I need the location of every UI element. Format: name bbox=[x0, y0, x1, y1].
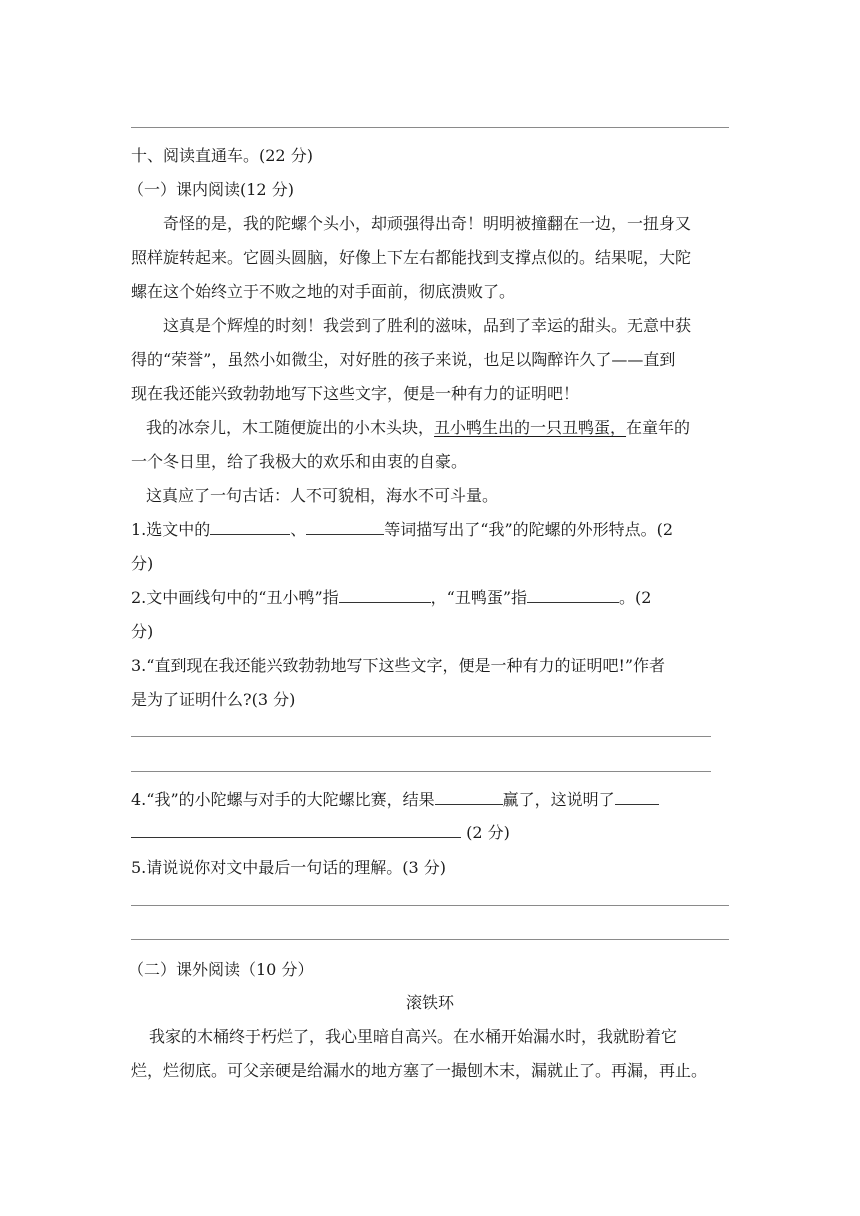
question-1-cont: 分) bbox=[131, 554, 154, 573]
question-1 bbox=[131, 520, 731, 540]
paragraph-line: 得的“荣誉”，虽然小如微尘，对好胜的孩子来说，也足以陶醉许久了——直到 bbox=[131, 350, 676, 369]
paragraph-line: 烂，烂彻底。可父亲硬是给漏水的地方塞了一撮刨木末，漏就止了。再漏，再止。 bbox=[131, 1061, 708, 1080]
question-4-cont bbox=[131, 823, 731, 843]
answer-line[interactable] bbox=[131, 771, 711, 772]
q2-sep: ，“丑鸭蛋”指 bbox=[430, 588, 528, 607]
q2-text-b: 。(2 bbox=[619, 588, 652, 607]
paragraph-line: 现在我还能兴致勃勃地写下这些文字，便是一种有力的证明吧！ bbox=[131, 384, 580, 403]
question-2 bbox=[131, 588, 731, 608]
paragraph-line: 螺在这个始终立于不败之地的对手面前，彻底溃败了。 bbox=[131, 282, 516, 301]
p3-pre: 我的冰奈儿，木工随便旋出的小木头块， bbox=[146, 418, 435, 437]
question-5: 5.请说说你对文中最后一句话的理解。(3 分) bbox=[131, 858, 447, 877]
paragraph-line-underlined bbox=[146, 418, 746, 438]
answer-line[interactable] bbox=[131, 736, 711, 737]
answer-blank[interactable] bbox=[210, 520, 290, 535]
paragraph-line: 我家的木桶终于朽烂了，我心里暗自高兴。在水桶开始漏水时，我就盼着它 bbox=[149, 1027, 678, 1046]
answer-blank[interactable] bbox=[306, 520, 384, 535]
paragraph-line: 奇怪的是，我的陀螺个头小，却顽强得出奇！明明被撞翻在一边，一扭身又 bbox=[163, 214, 692, 233]
answer-blank[interactable] bbox=[527, 588, 619, 603]
question-2-cont: 分) bbox=[131, 622, 154, 641]
paragraph-line: 一个冬日里，给了我极大的欢乐和由衷的自豪。 bbox=[131, 452, 468, 471]
q4-text-b: 赢了，这说明了 bbox=[502, 790, 615, 809]
q2-text-a: 2.文中画线句中的“丑小鸭”指 bbox=[131, 588, 339, 607]
q4-text-a: 4.“我”的小陀螺与对手的大陀螺比赛，结果 bbox=[131, 790, 435, 809]
answer-blank[interactable] bbox=[615, 790, 659, 805]
part2-heading: （二）课外阅读（10 分） bbox=[128, 960, 314, 979]
q1-text-b: 等词描写出了“我”的陀螺的外形特点。(2 bbox=[384, 520, 674, 539]
section-title: 十、阅读直通车。(22 分) bbox=[131, 146, 313, 165]
part1-heading: （一）课内阅读(12 分) bbox=[128, 180, 294, 199]
q4-points: (2 分) bbox=[461, 823, 510, 842]
answer-blank[interactable] bbox=[339, 588, 431, 603]
paragraph-line: 这真是个辉煌的时刻！我尝到了胜利的滋味，品到了幸运的甜头。无意中获 bbox=[163, 316, 692, 335]
paragraph-line: 照样旋转起来。它圆头圆脑，好像上下左右都能找到支撑点似的。结果呢，大陀 bbox=[131, 248, 692, 267]
q1-sep: 、 bbox=[290, 520, 307, 539]
question-3-cont: 是为了证明什么?(3 分) bbox=[131, 690, 296, 709]
proverb-line: 这真应了一句古话：人不可貌相，海水不可斗量。 bbox=[146, 486, 499, 505]
answer-blank[interactable] bbox=[131, 823, 461, 838]
q1-text-a: 1.选文中的 bbox=[131, 520, 211, 539]
answer-line[interactable] bbox=[131, 939, 729, 940]
answer-line[interactable] bbox=[131, 905, 729, 906]
answer-blank[interactable] bbox=[435, 790, 503, 805]
passage-title: 滚铁环 bbox=[405, 993, 454, 1012]
underlined-sentence: 丑小鸭生出的一只丑鸭蛋， bbox=[434, 418, 627, 437]
top-divider bbox=[131, 127, 729, 128]
question-3: 3.“直到现在我还能兴致勃勃地写下这些文字，便是一种有力的证明吧!”作者 bbox=[131, 656, 666, 675]
question-4 bbox=[131, 790, 731, 810]
p3-post: 在童年的 bbox=[626, 418, 691, 437]
